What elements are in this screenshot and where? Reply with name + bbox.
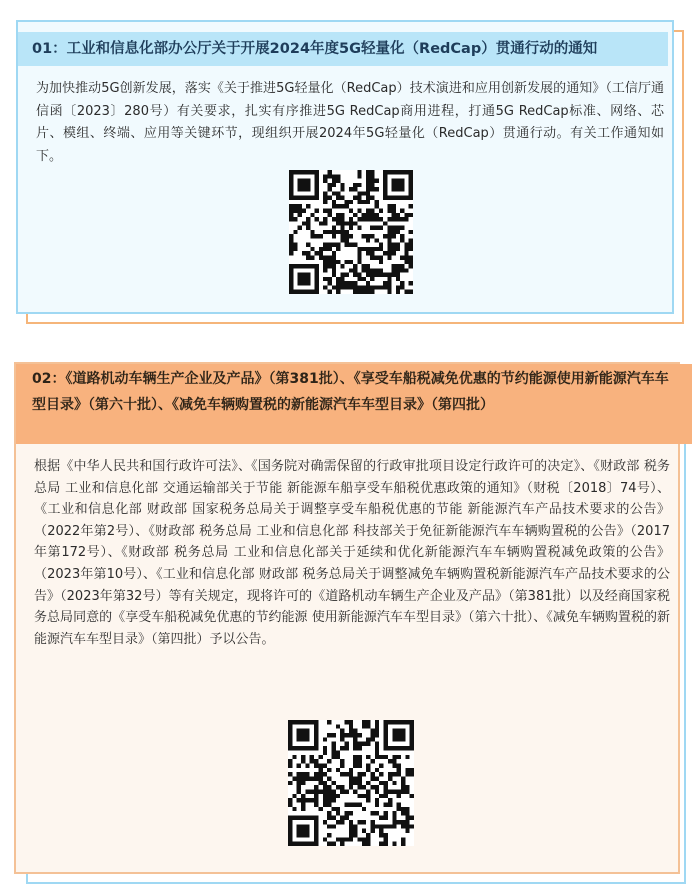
qr-code-icon[interactable] xyxy=(289,170,413,294)
qr-code-icon[interactable] xyxy=(288,720,414,846)
notice-1-body: 为加快推动5G创新发展，落实《关于推进5G轻量化（RedCap）技术演进和应用创新发展的通知》（工信厅通信函〔2023〕280号）有关要求，扎实有序推进5G RedCap商用进程，打通5G RedCap标准、网络、芯片、模组、终端、应用等关键环节，现组织开展2024年5G轻量化（RedCap）贯通行动。有关工作通知如下。 xyxy=(36,81,664,164)
notice-1-heading[interactable]: 01：工业和信息化部办公厅关于开展2024年度5G轻量化（RedCap）贯通行动的通知 xyxy=(18,32,668,66)
notice-2-body: 根据《中华人民共和国行政许可法》、《国务院对确需保留的行政审批项目设定行政许可的决定》、《财政部 税务总局 工业和信息化部 交通运输部关于节能 新能源车船享受车船税优惠政策的通知》（财税〔2018〕74号）、《工业和信息化部 财政部 国家税务总局关于调整享受车船税优惠的节能 新能源汽车产品技术要求的公告》（2022年第2号）、《财政部 税务总局 工业和信息化部 科技部关于免征新能源汽车车辆购置税的公告》（2017年第172号）、《财政部 税务总局 工业和信息化部关于延续和优化新能源汽车车辆购置税减免政策的公告》（2023年第10号）、《工业和信息化部 财政部 税务总局关于调整减免车辆购置税新能源汽车产品技术要求的公告》（2023年第32号）等有关规定，现将许可的《道路机动车辆生产企业及产品》（第381批）以及经商国家税务总局同意的《享受车船税减免优惠的节约能源 使用新能源汽车车型目录》（第六十批）、《减免车辆购置税的新能源汽车车型目录》（第四批）予以公告。 xyxy=(34,459,670,647)
notice-2-heading[interactable]: 02：《道路机动车辆生产企业及产品》（第381批）、《享受车船税减免优惠的节约能源使用新能源汽车车型目录》（第六十批）、《减免车辆购置税的新能源汽车车型目录》（第四批） xyxy=(16,364,692,444)
notice-card-1 xyxy=(16,20,674,314)
notice-card-2 xyxy=(14,362,680,874)
